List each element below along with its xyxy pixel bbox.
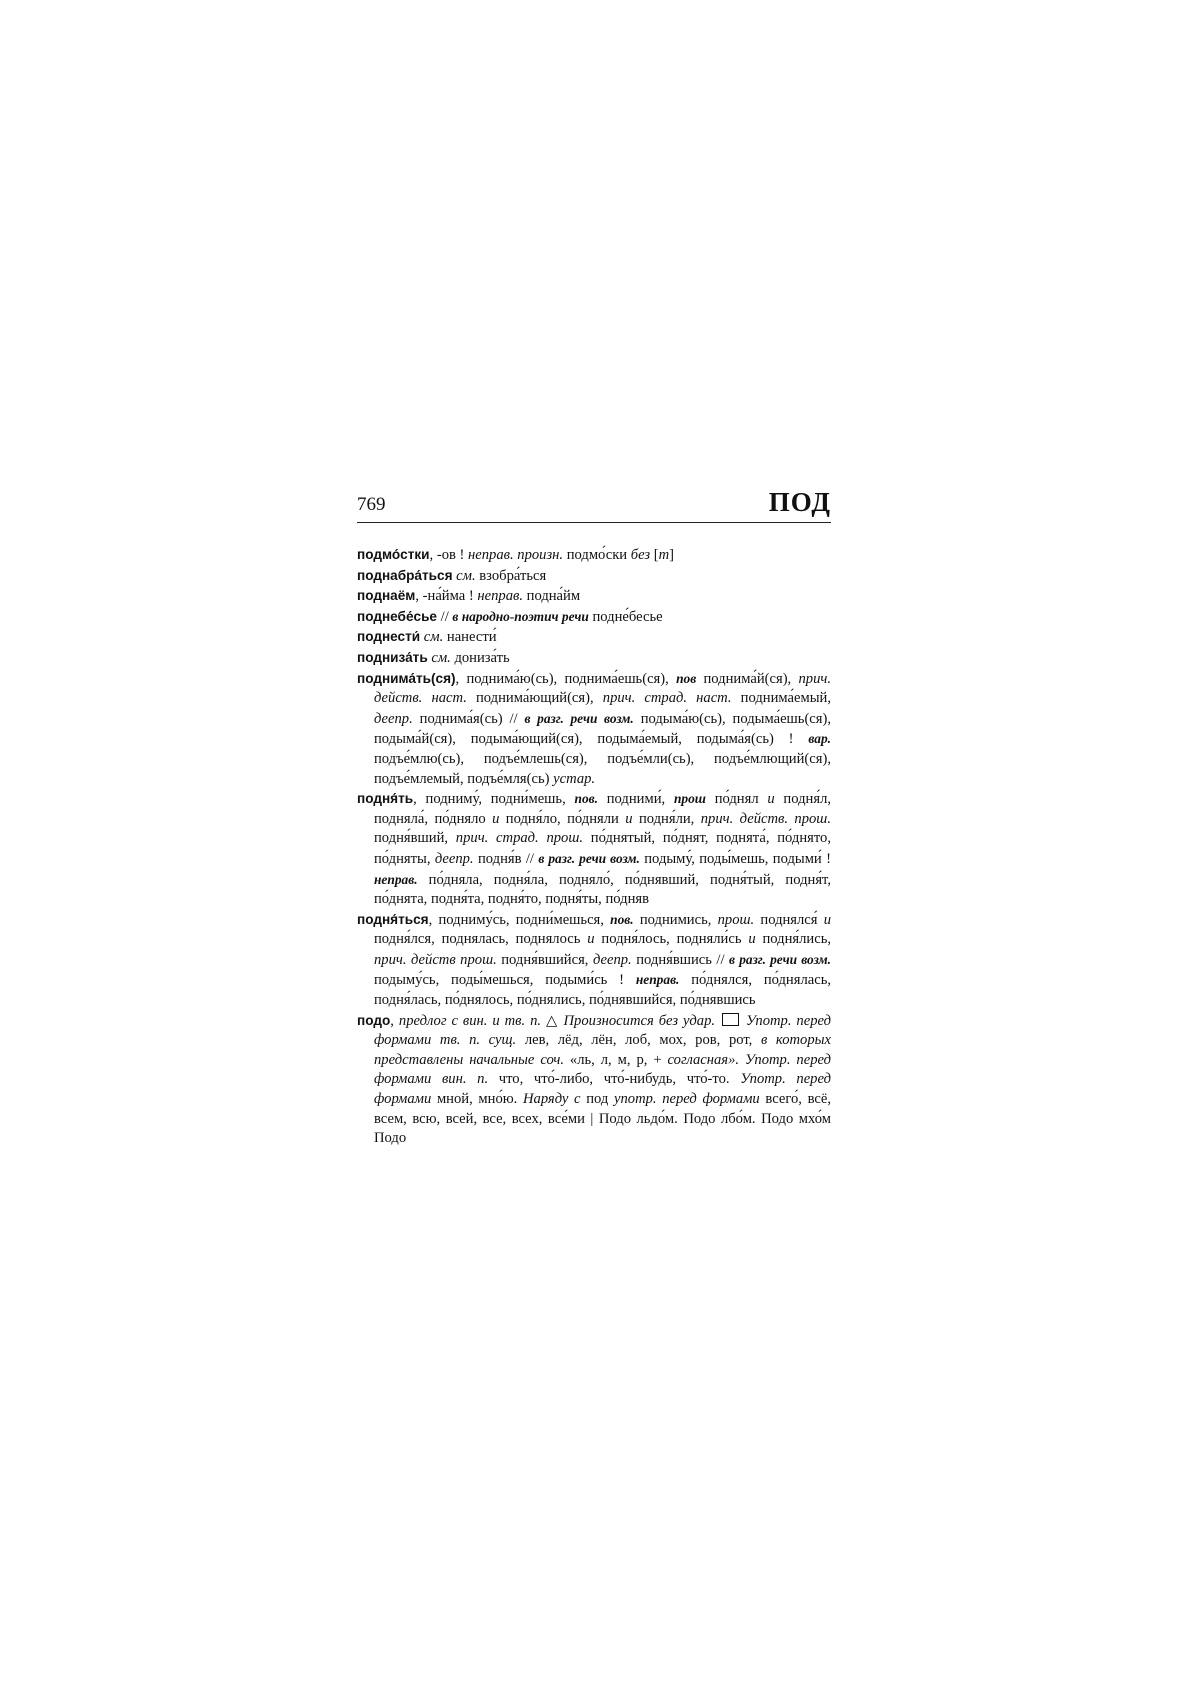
dictionary-entry (357, 566, 831, 587)
entry-label: неправ. (477, 588, 523, 605)
entry-headword: подня́ть (357, 791, 414, 807)
entry-label: неправ. (635, 972, 680, 988)
entry-text: △ (541, 1012, 564, 1029)
entry-label: и (748, 931, 756, 948)
entry-text: подня́лось, подняли́сь (594, 931, 749, 948)
entry-text: поднимись, (633, 911, 718, 928)
dictionary-entry (357, 545, 831, 566)
entry-label: прич. действ. наст. (374, 670, 831, 707)
entry-text: , поднима́ю(сь), поднима́ешь(ся), (455, 670, 677, 687)
entry-text: подня́ло, по́дняли (499, 810, 626, 827)
dictionary-entry (357, 789, 831, 910)
entry-text: лев, лёд, лён, лоб, мох, ров, рот, (516, 1032, 761, 1049)
entry-label: вар. (808, 731, 831, 747)
entry-label: в народно-поэтич речи (452, 608, 589, 624)
running-head: ПОД (768, 487, 831, 517)
entry-text: подня́вший, (374, 830, 456, 847)
entry-text: поднима́ющий(ся), (466, 690, 603, 707)
entry-label: деепр. (374, 710, 413, 727)
entry-label: см. (456, 567, 476, 584)
entry-label: прич. действ. прош. (700, 810, 831, 827)
entry-label: без (630, 547, 651, 563)
entry-text: под (580, 1091, 614, 1108)
entry-label: деепр. (592, 951, 632, 968)
entry-text: подними́, (597, 791, 674, 808)
dictionary-entry (357, 627, 831, 648)
entry-text: , (390, 1012, 399, 1029)
entry-text: мной, мно́ю. (431, 1091, 523, 1108)
dictionary-entry (357, 1011, 831, 1149)
entry-text: по́днятый, по́днят, поднята́, по́днято, по́дняты, (374, 830, 831, 867)
entry-label: и (625, 810, 633, 827)
entry-label: неправ. произн. (468, 547, 564, 563)
entry-text: по́дняла, подня́ла, подняло́, по́днявший, подня́тый, подня́т, по́днята, подня́та, подня́то, подня́ты, по́дняв (374, 871, 831, 908)
entry-text: подня́вшийся, (496, 951, 593, 968)
dictionary-entry (357, 586, 831, 607)
entry-label: пов. (574, 791, 598, 807)
entry-headword: поднаём (357, 588, 416, 604)
square-symbol-icon (722, 1013, 739, 1026)
entry-text: подыму́сь, поды́мешься, подыми́сь ! (374, 972, 636, 989)
entry-text: подыму́, поды́мешь, подыми́ ! (639, 850, 831, 867)
entry-label: в разг. речи возм. (729, 951, 831, 967)
entry-headword: подмо́стки (357, 547, 430, 562)
entry-label: неправ. (374, 871, 418, 887)
entry-headword: поднести́ (357, 629, 421, 645)
entry-label: прош. (717, 911, 755, 928)
dictionary-entry (357, 669, 831, 790)
entry-text: подня́вшись // (631, 951, 730, 968)
entry-text: , -на́йма ! (415, 588, 478, 605)
entry-label: и (767, 791, 775, 808)
entry-label: см. (423, 629, 444, 646)
entry-text: подне́бесье (588, 608, 663, 625)
entry-headword: поднима́ть(ся) (357, 670, 456, 686)
entry-text: поднима́й(ся), (696, 670, 799, 687)
entry-label: в разг. речи возм. (538, 850, 640, 866)
entry-text: поднима́емый, (731, 690, 831, 707)
entry-text: подня́в // (473, 850, 539, 867)
entry-text: поднялся́ (754, 911, 824, 928)
entry-label: прич. действ прош. (374, 951, 497, 968)
entry-label: см. (431, 649, 451, 666)
entry-label: и (587, 931, 595, 948)
entry-headword: подо (357, 1012, 391, 1028)
entry-text: , подниму́, подни́мешь, (413, 791, 575, 808)
entry-text: взобра́ться (475, 567, 547, 584)
entry-text: нанести́ (443, 629, 497, 646)
entry-label: деепр. (434, 850, 474, 867)
dictionary-entry (357, 648, 831, 669)
entry-text: подня́л, подняла́, по́дняло (374, 791, 831, 827)
entry-text: дониза́ть (450, 649, 510, 666)
dictionary-entries (357, 545, 831, 1149)
entry-label: и (492, 810, 500, 827)
entry-text: подня́ли, (632, 810, 701, 827)
entry-label: предлог с вин. и тв. п. (398, 1012, 542, 1029)
entry-text: подня́лся, поднялась, поднялось (374, 931, 588, 948)
entry-text: подыма́ю(сь), подыма́ешь(ся), подыма́й(ся), подыма́ющий(ся), подыма́емый, подыма́я(сь) ! (374, 710, 832, 748)
entry-text: подна́йм (522, 588, 581, 605)
entry-headword: поднабра́ться (357, 567, 453, 583)
entry-text: подъе́млю(сь), подъе́млешь(ся), подъе́мли(сь), подъе́млющий(ся), подъе́млемый, подъе́мля(сь) (374, 750, 831, 787)
entry-label: и (823, 911, 831, 928)
dictionary-entry (357, 910, 831, 1011)
entry-label: Наряду с (522, 1091, 581, 1108)
entry-label: в которых представлены начальные соч. (374, 1032, 831, 1068)
entry-label: согласная». (667, 1051, 740, 1068)
entry-label: прич. страд. наст. (602, 690, 732, 707)
dictionary-entry (357, 607, 831, 628)
entry-label: прич. страд. прош. (455, 830, 584, 847)
entry-text: подня́лись, (755, 931, 832, 948)
entry-text: по́днялся, по́днялась, подня́лась, по́днялось, по́днялись, по́днявшийся, по́днявшись (374, 972, 831, 1009)
entry-text: ] (669, 547, 675, 563)
entry-text: // (437, 608, 453, 625)
entry-headword: подниза́ть (357, 649, 428, 665)
entry-headword: подня́ться (357, 911, 429, 927)
entry-text: «ль, л, м, р, + (563, 1051, 668, 1068)
entry-text: всего́, всё, всем, всю, всей, все, всех, все́ми | Подо льдо́м. Подо лбо́м. Подо мхо́м Подо (374, 1091, 831, 1147)
entry-label: устар. (553, 770, 596, 787)
entry-text: поднима́я(сь) // (412, 710, 525, 727)
entry-text: [ (650, 547, 659, 563)
page-header (357, 487, 831, 523)
entry-label: в разг. речи возм. (524, 710, 634, 726)
entry-text: , подниму́сь, подни́мешься, (428, 911, 611, 928)
entry-headword: поднебе́сье (357, 608, 437, 624)
page-number: 769 (357, 494, 386, 515)
entry-text: подмо́ски (563, 547, 631, 563)
entry-text: что, что́-либо, что́-нибудь, что́-то. (488, 1071, 741, 1088)
entry-text: , -ов ! (429, 547, 469, 563)
entry-label: Употр. перед формами тв. п. сущ. (374, 1012, 831, 1049)
entry-label: пов (676, 670, 697, 686)
entry-text (715, 1013, 720, 1029)
entry-label: прош (673, 791, 706, 807)
entry-text: по́днял (705, 791, 768, 808)
entry-label: Произносится без удар. (563, 1012, 716, 1029)
entry-label: пов. (610, 911, 634, 927)
entry-label: т (658, 547, 670, 563)
entry-label: Употр. перед формами вин. п. (374, 1051, 831, 1088)
entry-label: Употр. перед формами (374, 1071, 831, 1108)
entry-label: употр. перед формами (614, 1091, 760, 1108)
